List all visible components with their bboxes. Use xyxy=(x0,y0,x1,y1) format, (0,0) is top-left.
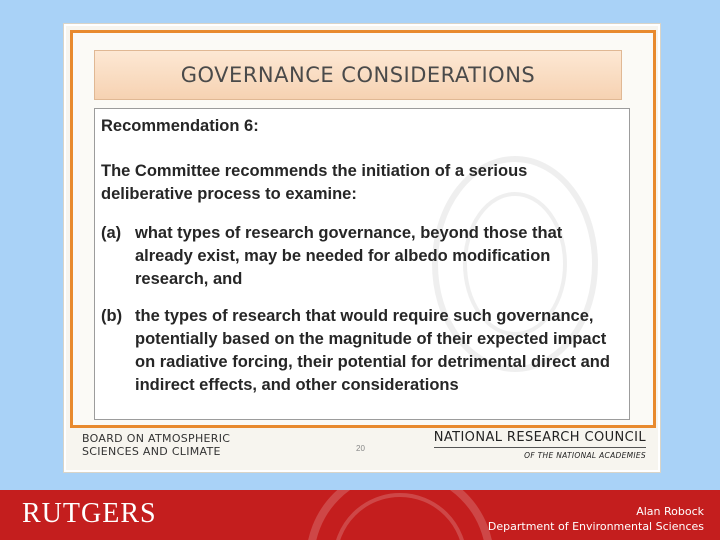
author-credit xyxy=(488,504,704,534)
recommendation-box xyxy=(94,108,630,420)
item-text: the types of research that would require such governance, potentially based on the magnitude of their expected impact on radiative forcing, their potential for detrimental direct and indirect effects, and other considerations xyxy=(135,307,610,394)
nrc-subtitle: OF THE NATIONAL ACADEMIES xyxy=(524,451,646,460)
recommendation-heading: Recommendation 6: xyxy=(101,117,259,135)
slide-image xyxy=(64,24,660,472)
author-department: Department of Environmental Sciences xyxy=(487,520,704,533)
item-marker: (a) xyxy=(101,224,122,242)
item-marker: (b) xyxy=(101,307,123,325)
board-label-line1: BOARD ON ATMOSPHERIC xyxy=(82,432,231,445)
author-name: Alan Robock xyxy=(636,505,704,518)
slide-title-bar xyxy=(94,50,622,100)
board-label xyxy=(82,432,230,458)
nrc-logo xyxy=(434,430,646,460)
list-item xyxy=(101,222,621,291)
item-text: what types of research governance, beyond those that already exist, may be needed for albedo modification research, and xyxy=(135,224,563,288)
list-item xyxy=(101,305,621,397)
footer-band xyxy=(0,490,720,540)
page-number: 20 xyxy=(356,444,365,453)
recommendation-intro: The Committee recommends the initiation of a serious deliberative process to examine: xyxy=(101,162,528,203)
slide-title: GOVERNANCE CONSIDERATIONS xyxy=(180,63,536,87)
rutgers-logo: RUTGERS xyxy=(22,498,157,529)
nrc-divider xyxy=(434,447,646,448)
nrc-name: NATIONAL RESEARCH COUNCIL xyxy=(433,430,646,445)
board-label-line2: SCIENCES AND CLIMATE xyxy=(82,445,221,458)
seal-icon xyxy=(300,490,500,540)
